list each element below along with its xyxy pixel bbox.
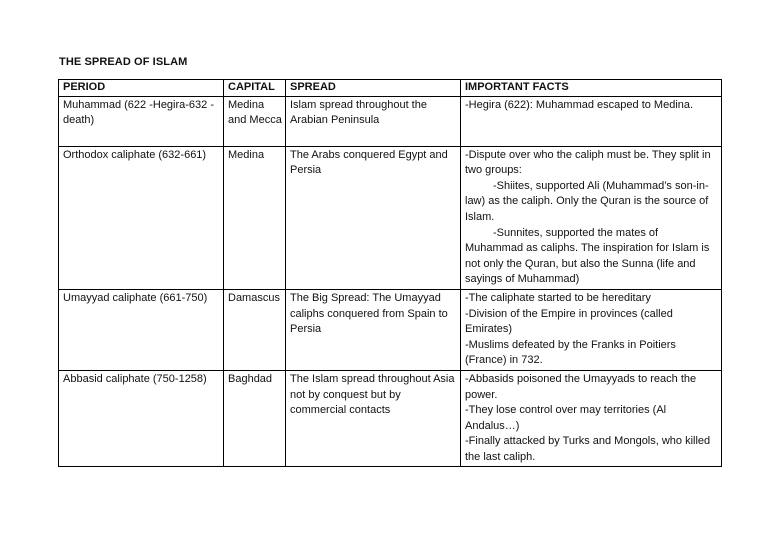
spread-of-islam-table — [58, 79, 722, 467]
fact-line: -Muslims defeated by the Franks in Poitiers (France) in 732. — [465, 338, 676, 367]
facts-cell — [461, 146, 722, 289]
capital-cell: Damascus — [224, 289, 286, 370]
table-row — [59, 370, 722, 467]
capital-cell: Medina and Mecca — [224, 96, 286, 146]
header-important-facts: IMPORTANT FACTS — [461, 80, 722, 97]
spread-cell: The Islam spread throughout Asia not by conquest but by commercial contacts — [286, 370, 461, 467]
facts-cell — [461, 370, 722, 467]
fact-line: -The caliphate started to be hereditary — [465, 291, 651, 304]
header-capital: CAPITAL — [224, 80, 286, 97]
document-title: THE SPREAD OF ISLAM — [59, 56, 188, 68]
table-row — [59, 289, 722, 370]
header-period: PERIOD — [59, 80, 224, 97]
table-header-row — [59, 80, 722, 97]
fact-line-shiites: -Shiites, supported Ali (Muhammad’s son-in-law) as the caliph. Only the Quran is the source of Islam. — [465, 179, 709, 223]
spread-cell: The Big Spread: The Umayyad caliphs conquered from Spain to Persia — [286, 289, 461, 370]
period-cell: Muhammad (622 -Hegira-632 -death) — [59, 96, 224, 146]
fact-line: -Hegira (622): Muhammad escaped to Medina. — [465, 98, 694, 111]
capital-cell: Medina — [224, 146, 286, 289]
fact-line: -They lose control over may territories (Al Andalus…) — [465, 404, 667, 432]
period-cell: Orthodox caliphate (632-661) — [59, 146, 224, 289]
capital-cell: Baghdad — [224, 370, 286, 467]
facts-cell — [461, 289, 722, 370]
header-spread: SPREAD — [286, 80, 461, 97]
fact-line: -Finally attacked by Turks and Mongols, who killed the last caliph. — [465, 435, 711, 463]
spread-cell: Islam spread throughout the Arabian Peninsula — [286, 96, 461, 146]
fact-line: -Dispute over who the caliph must be. They split in two groups: — [465, 148, 711, 177]
table-row — [59, 96, 722, 146]
fact-line: -Abbasids poisoned the Umayyads to reach the power. — [465, 372, 697, 401]
period-cell: Umayyad caliphate (661-750) — [59, 289, 224, 370]
period-cell: Abbasid caliphate (750-1258) — [59, 370, 224, 467]
spread-cell: The Arabs conquered Egypt and Persia — [286, 146, 461, 289]
fact-line-sunnites: -Sunnites, supported the mates of Muhammad as caliphs. The inspiration for Islam is not only the Quran, but also the Sunna (life and sayings of Muhammad) — [465, 226, 710, 286]
fact-line: -Division of the Empire in provinces (called Emirates) — [465, 307, 673, 336]
table-row — [59, 146, 722, 289]
facts-cell — [461, 96, 722, 146]
